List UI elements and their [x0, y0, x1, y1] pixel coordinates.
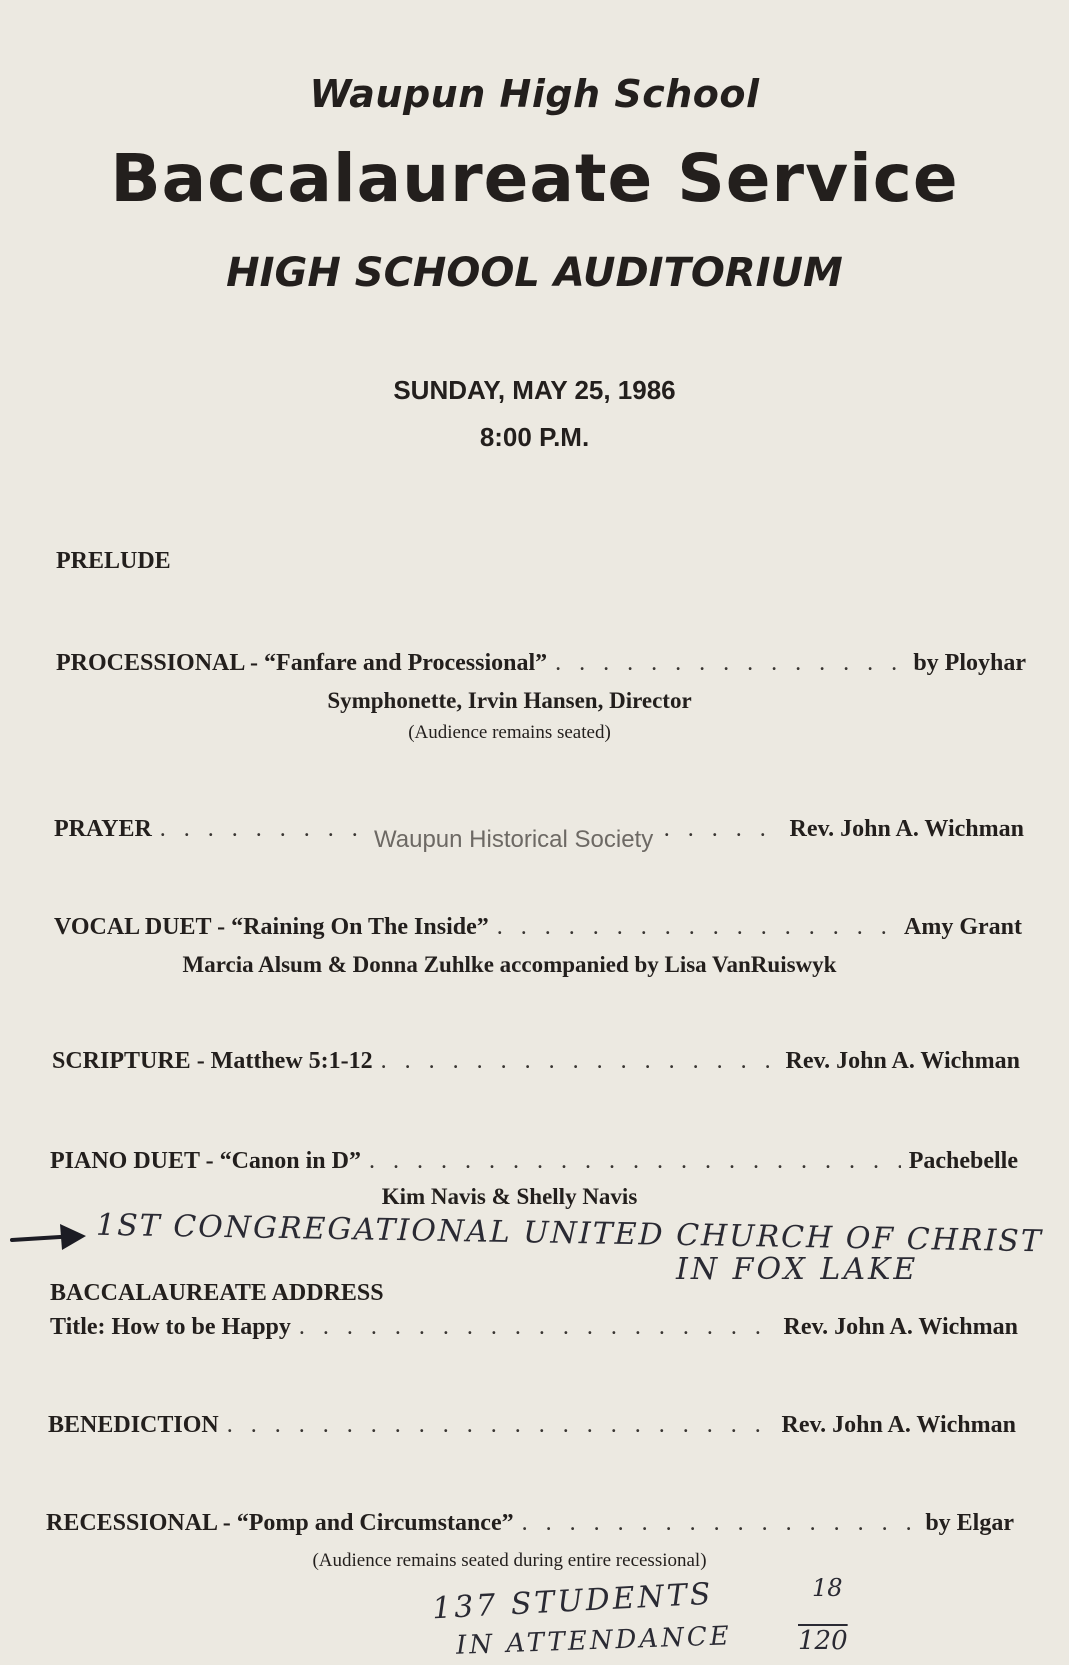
processional-row — [56, 650, 1026, 677]
recessional-note: (Audience remains seated during entire recessional) — [312, 1550, 707, 1571]
piano-duet-composer: Pachebelle — [908, 1148, 1018, 1174]
address-heading: BACCALAUREATE ADDRESS — [50, 1280, 384, 1306]
address-speaker: Rev. John A. Wichman — [783, 1314, 1018, 1340]
page-edge-right — [1069, 0, 1079, 1673]
prayer-item: PRAYER — [54, 816, 152, 842]
vocal-duet-performers: Marcia Alsum & Donna Zuhlke accompanied by Lisa VanRuiswyk — [182, 952, 837, 977]
prelude: PRELUDE — [56, 548, 171, 574]
leader-dots — [522, 1510, 918, 1537]
handwritten-attendance-line1: 137 STUDENTS — [431, 1576, 715, 1627]
venue: HIGH SCHOOL AUDITORIUM — [226, 250, 843, 296]
processional-performers: Symphonette, Irvin Hansen, Director — [327, 688, 692, 713]
scripture-reader: Rev. John A. Wichman — [785, 1048, 1020, 1074]
piano-duet-performers: Kim Navis & Shelly Navis — [381, 1184, 638, 1209]
vocal-duet-item: VOCAL DUET - “Raining On The Inside” — [54, 914, 489, 940]
vocal-duet-row — [54, 914, 1022, 941]
recessional-row — [46, 1510, 1014, 1537]
leader-dots — [381, 1048, 778, 1075]
handwritten-tally-top: 18 — [812, 1574, 843, 1602]
leader-dots — [497, 914, 896, 941]
leader-dots — [555, 650, 905, 677]
handwritten-church-line2: IN FOX LAKE — [676, 1252, 919, 1287]
watermark: Waupun Historical Society — [370, 826, 657, 854]
handwritten-tally-bottom: 120 — [798, 1626, 848, 1656]
service-title: Baccalaureate Service — [110, 140, 959, 217]
benediction-row — [48, 1412, 1016, 1439]
processional-note: (Audience remains seated) — [408, 722, 611, 743]
address-title: Title: How to be Happy — [50, 1314, 291, 1340]
handwritten-church-line1: 1ST CONGREGATIONAL UNITED CHURCH OF CHRIST — [95, 1207, 1044, 1260]
scripture-item: SCRIPTURE - Matthew 5:1-12 — [52, 1048, 373, 1074]
vocal-duet-artist: Amy Grant — [904, 914, 1022, 940]
address-row — [50, 1314, 1018, 1341]
prayer-officiant: Rev. John A. Wichman — [789, 816, 1024, 842]
page-edge-bottom — [0, 1665, 1079, 1673]
piano-duet-row — [50, 1148, 1018, 1175]
handwritten-attendance-line2: IN ATTENDANCE — [455, 1621, 733, 1661]
processional-item: PROCESSIONAL - “Fanfare and Processional” — [56, 650, 548, 676]
service-time: 8:00 P.M. — [479, 422, 590, 452]
piano-duet-item: PIANO DUET - “Canon in D” — [50, 1148, 361, 1174]
service-date: SUNDAY, MAY 25, 1986 — [393, 375, 676, 405]
recessional-composer: by Elgar — [925, 1510, 1014, 1536]
handwritten-arrow-icon — [10, 1218, 90, 1258]
leader-dots — [369, 1148, 901, 1175]
scripture-row — [52, 1048, 1020, 1075]
leader-dots — [227, 1412, 774, 1439]
processional-composer: by Ployhar — [913, 650, 1026, 676]
recessional-item: RECESSIONAL - “Pomp and Circumstance” — [46, 1510, 514, 1536]
leader-dots — [299, 1314, 776, 1341]
school-name: Waupun High School — [309, 72, 760, 116]
benediction-item: BENEDICTION — [48, 1412, 219, 1438]
benediction-officiant: Rev. John A. Wichman — [781, 1412, 1016, 1438]
